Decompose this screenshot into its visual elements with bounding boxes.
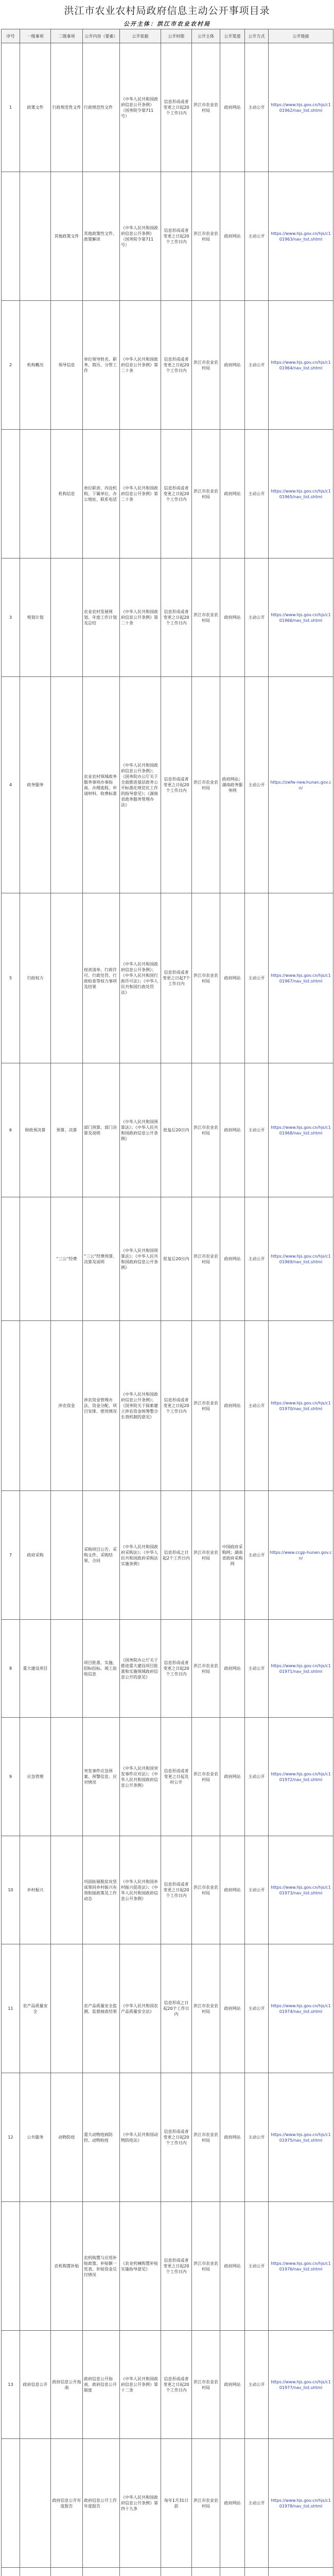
disclosure-link[interactable]: https://www.hjs.gov.cn/hjs/c101974/nav_list.shtml bbox=[271, 2003, 331, 2014]
cell-method: 主动公开 bbox=[245, 1836, 269, 1944]
cell-l1 bbox=[20, 172, 51, 301]
cell-l2 bbox=[51, 893, 83, 1063]
cell-link bbox=[269, 301, 333, 430]
cell-limit: 信息形成或者变更之日起20个工作日内 bbox=[161, 2202, 192, 2331]
header-limit: 公开时限 bbox=[161, 29, 192, 43]
cell-l1 bbox=[20, 1197, 51, 1321]
cell-l1: 财政预决算 bbox=[20, 1063, 51, 1197]
cell-l1: 政务服务 bbox=[20, 677, 51, 893]
cell-l1: 行政权力 bbox=[20, 893, 51, 1063]
table-row bbox=[2, 893, 333, 1063]
cell-channel: 政府网站 bbox=[220, 301, 245, 430]
cell-subject: 洪江市农业农村局 bbox=[192, 1718, 220, 1836]
cell-basis: 《中华人民共和国政府信息公开条例》；《中华人民共和国行政许可法》；《中华人民共和国行政处罚法》 bbox=[120, 893, 161, 1063]
table-row bbox=[2, 1491, 333, 1620]
cell-method: 主动公开 bbox=[245, 1197, 269, 1321]
header-content: 公开内容（要素） bbox=[83, 29, 120, 43]
table-body bbox=[2, 43, 333, 2576]
cell-channel: 政府网站 bbox=[220, 1063, 245, 1197]
cell-basis: 《中华人民共和国政府信息公开条例》第十二条 bbox=[120, 2331, 161, 2439]
cell-method: 主动公开 bbox=[245, 677, 269, 893]
cell-content: 其他政策性文件、政策解读 bbox=[83, 172, 120, 301]
cell-seq: 3 bbox=[2, 558, 20, 677]
cell-l2: 预算、决算 bbox=[51, 1063, 83, 1197]
cell-subject: 洪江市农业农村局 bbox=[192, 1321, 220, 1491]
cell-method: 主动公开 bbox=[245, 558, 269, 677]
cell-subject: 洪江市农业农村局 bbox=[192, 2331, 220, 2439]
table-row bbox=[2, 677, 333, 893]
cell-subject: 洪江市农业农村局 bbox=[192, 2439, 220, 2568]
cell-l1: 乡村振兴 bbox=[20, 1836, 51, 1944]
cell-content: 单位职责、内设机构、下属单位、办公地址、联系电话 bbox=[83, 430, 120, 558]
disclosure-table bbox=[1, 29, 333, 2576]
cell-seq: 12 bbox=[2, 2073, 20, 2202]
cell-basis: 《中华人民共和国乡村振兴促进法》；《中华人民共和国政府信息公开条例》 bbox=[120, 1836, 161, 1944]
cell-seq bbox=[2, 2568, 20, 2576]
cell-channel: 政府网站 bbox=[220, 1836, 245, 1944]
cell-subject: 洪江市农业农村局 bbox=[192, 1836, 220, 1944]
cell-channel: 政府网站 bbox=[220, 1197, 245, 1321]
cell-basis: 《中华人民共和国预算法》；《中华人民共和国政府信息公开条例》 bbox=[120, 1197, 161, 1321]
cell-l2 bbox=[51, 1944, 83, 2073]
cell-content: 重大动物疫病防控、动物检疫 bbox=[83, 2073, 120, 2202]
cell-link bbox=[269, 677, 333, 893]
cell-limit: 信息形成或者变更之日起20个工作日内 bbox=[161, 558, 192, 677]
cell-channel: 政府网站 bbox=[220, 430, 245, 558]
cell-seq bbox=[2, 430, 20, 558]
cell-content bbox=[83, 2568, 120, 2576]
cell-content: 农业农村发展规划、年度工作计划及总结 bbox=[83, 558, 120, 677]
cell-limit: 信息形成或者变更之日起20个工作日内 bbox=[161, 430, 192, 558]
cell-channel: 政府网站 bbox=[220, 2439, 245, 2568]
cell-method: 主动公开 bbox=[245, 43, 269, 172]
disclosure-link[interactable]: https://www.hjs.gov.cn/hjs/c101969/nav_list.shtml bbox=[271, 1253, 331, 1264]
cell-basis: 《中华人民共和国政府信息公开条例》第四十九条 bbox=[120, 2439, 161, 2568]
cell-l1: 政策文件 bbox=[20, 43, 51, 172]
cell-channel: 政府网站 bbox=[220, 1944, 245, 2073]
disclosure-link[interactable]: https://www.ccgp-hunan.gov.cn/ bbox=[270, 1550, 332, 1561]
cell-method: 主动公开 bbox=[245, 1321, 269, 1491]
header-level1: 一级事项 bbox=[20, 29, 51, 43]
cell-basis: 《中华人民共和国预算法》；《中华人民共和国政府信息公开条例》 bbox=[120, 1063, 161, 1197]
table-row bbox=[2, 1836, 333, 1944]
cell-content: 单位领导姓名、职务、简历、分管工作 bbox=[83, 301, 120, 430]
cell-method bbox=[245, 2568, 269, 2576]
cell-limit: 信息形成或者变更之日起及时公开 bbox=[161, 1718, 192, 1836]
cell-channel: 政府网站 bbox=[220, 2331, 245, 2439]
cell-seq: 10 bbox=[2, 1836, 20, 1944]
cell-seq bbox=[2, 2202, 20, 2331]
cell-seq: 2 bbox=[2, 301, 20, 430]
disclosure-link[interactable]: https://www.hjs.gov.cn/hjs/c101970/nav_list.shtml bbox=[271, 1400, 331, 1411]
cell-link bbox=[269, 1491, 333, 1620]
cell-link bbox=[269, 893, 333, 1063]
cell-method: 主动公开 bbox=[245, 2331, 269, 2439]
cell-limit: 信息形成或者变更之日起7个工作日内 bbox=[161, 893, 192, 1063]
cell-limit: 批复后20日内 bbox=[161, 1063, 192, 1197]
cell-method: 主动公开 bbox=[245, 301, 269, 430]
cell-content: 行政规范性文件 bbox=[83, 43, 120, 172]
cell-seq: 4 bbox=[2, 677, 20, 893]
cell-method: 主动公开 bbox=[245, 1620, 269, 1718]
cell-link bbox=[269, 430, 333, 558]
table-header-row bbox=[2, 29, 333, 43]
cell-channel: 政府网站 bbox=[220, 43, 245, 172]
cell-seq: 5 bbox=[2, 893, 20, 1063]
table-row bbox=[2, 2568, 333, 2576]
cell-subject: 洪江市农业农村局 bbox=[192, 1491, 220, 1620]
cell-limit: 信息形成之日起20个工作日内 bbox=[161, 1944, 192, 2073]
cell-method: 主动公开 bbox=[245, 1063, 269, 1197]
cell-subject: 洪江市农业农村局 bbox=[192, 2073, 220, 2202]
cell-limit: 信息形成或者变更之日起20个工作日内 bbox=[161, 43, 192, 172]
disclosure-link[interactable]: https://www.hjs.gov.cn/hjs/c101962/nav_list.shtml bbox=[271, 102, 331, 113]
cell-link bbox=[269, 2568, 333, 2576]
cell-channel bbox=[220, 2568, 245, 2576]
cell-basis: 《中华人民共和国政府信息公开条例》第二十条 bbox=[120, 430, 161, 558]
cell-content: 突发事件应急预案、预警信息、应对情况 bbox=[83, 1718, 120, 1836]
cell-l1 bbox=[20, 1321, 51, 1491]
header-level2: 二级事项 bbox=[51, 29, 83, 43]
cell-basis: 《农业机械购置补贴实施指导意见》 bbox=[120, 2202, 161, 2331]
cell-link bbox=[269, 2439, 333, 2568]
disclosure-link[interactable]: https://www.hjs.gov.cn/hjs/c101977/nav_list.shtml bbox=[271, 2379, 331, 2390]
disclosure-link[interactable]: https://www.hjs.gov.cn/hjs/c101971/nav_list.shtml bbox=[271, 1663, 331, 1674]
cell-basis: 《中华人民共和国政府信息公开条例》；《国务院办公厅关于全面推进基层政务公开标准化规范化工作的指导意见》；《湖南省政务服务管理办法》 bbox=[120, 677, 161, 893]
cell-channel: 政府网站 bbox=[220, 172, 245, 301]
cell-l1: 公共服务 bbox=[20, 2073, 51, 2202]
table-row bbox=[2, 1718, 333, 1836]
cell-limit: 信息形成之日起2个工作日内 bbox=[161, 1491, 192, 1620]
table-row bbox=[2, 2439, 333, 2568]
cell-seq: 7 bbox=[2, 1491, 20, 1620]
cell-l2 bbox=[51, 1491, 83, 1620]
table-row bbox=[2, 172, 333, 301]
cell-link bbox=[269, 1718, 333, 1836]
cell-l2: 涉农资金 bbox=[51, 1321, 83, 1491]
cell-l1 bbox=[20, 430, 51, 558]
disclosure-link[interactable]: https://www.hjs.gov.cn/hjs/c101972/nav_list.shtml bbox=[271, 1771, 331, 1782]
cell-basis: 《中华人民共和国政府采购法》；《中华人民共和国政府采购法实施条例》 bbox=[120, 1491, 161, 1620]
cell-content: 政府信息公开指南、政府信息公开制度 bbox=[83, 2331, 120, 2439]
header-channel: 公开渠道 bbox=[220, 29, 245, 43]
cell-subject: 洪江市农业农村局 bbox=[192, 893, 220, 1063]
cell-seq bbox=[2, 172, 20, 301]
cell-link bbox=[269, 2331, 333, 2439]
table-row bbox=[2, 2331, 333, 2439]
cell-subject: 洪江市农业农村局 bbox=[192, 1197, 220, 1321]
cell-method: 主动公开 bbox=[245, 2439, 269, 2568]
cell-subject: 洪江市农业农村局 bbox=[192, 172, 220, 301]
cell-link bbox=[269, 1197, 333, 1321]
cell-l1 bbox=[20, 2202, 51, 2331]
disclosure-link[interactable]: https://www.hjs.gov.cn/hjs/c101963/nav_list.shtml bbox=[271, 231, 331, 242]
cell-seq: 13 bbox=[2, 2331, 20, 2439]
header-basis: 公开依据 bbox=[120, 29, 161, 43]
cell-content: 巩固拓展脱贫攻坚成果同乡村振兴有效衔接政策及工作动态 bbox=[83, 1836, 120, 1944]
disclosure-link[interactable]: https://www.hjs.gov.cn/hjs/c101967/nav_list.shtml bbox=[271, 973, 331, 984]
cell-subject: 洪江市农业农村局 bbox=[192, 1063, 220, 1197]
cell-channel: 政府网站 bbox=[220, 1620, 245, 1718]
cell-seq: 1 bbox=[2, 43, 20, 172]
cell-basis: 《中华人民共和国政府信息公开条例》第二十条 bbox=[120, 558, 161, 677]
cell-seq: 8 bbox=[2, 1620, 20, 1718]
cell-link bbox=[269, 1620, 333, 1718]
cell-content: 项目批准、实施、招标投标、竣工验收信息 bbox=[83, 1620, 120, 1718]
cell-limit: 信息形成或者变更之日起20个工作日内 bbox=[161, 2073, 192, 2202]
cell-basis: 《中华人民共和国政府信息公开条例》（国务院令第711号） bbox=[120, 43, 161, 172]
cell-link bbox=[269, 172, 333, 301]
table-row bbox=[2, 1620, 333, 1718]
header-method: 公开方式 bbox=[245, 29, 269, 43]
cell-channel: 政府网站；湖南政务服务网 bbox=[220, 677, 245, 893]
cell-l2: 政府信息公开年度报告 bbox=[51, 2439, 83, 2568]
cell-link bbox=[269, 2202, 333, 2331]
cell-seq: 11 bbox=[2, 1944, 20, 2073]
cell-seq bbox=[2, 1321, 20, 1491]
cell-l1 bbox=[20, 2439, 51, 2568]
cell-limit: 信息形成或者变更之日起20个工作日内 bbox=[161, 172, 192, 301]
document-subtitle: 公开主体：洪江市农业农村局 bbox=[124, 21, 210, 27]
cell-subject: 洪江市农业农村局 bbox=[192, 43, 220, 172]
cell-link bbox=[269, 558, 333, 677]
cell-channel: 政府网站 bbox=[220, 893, 245, 1063]
disclosure-link[interactable]: https://www.hjs.gov.cn/hjs/c101975/nav_list.shtml bbox=[271, 2132, 331, 2143]
cell-seq: 6 bbox=[2, 1063, 20, 1197]
table-row bbox=[2, 1197, 333, 1321]
cell-content: 涉农资金管理办法、资金分配、项目安排、使用情况 bbox=[83, 1321, 120, 1491]
cell-method: 主动公开 bbox=[245, 1718, 269, 1836]
cell-l1: 农产品质量安全 bbox=[20, 1944, 51, 2073]
cell-link bbox=[269, 1321, 333, 1491]
cell-content: 农机购置与应用补贴政策、补贴额一览表、补贴资金兑付情况 bbox=[83, 2202, 120, 2331]
cell-l2: 农机购置补贴 bbox=[51, 2202, 83, 2331]
header-subject: 公开主体 bbox=[192, 29, 220, 43]
cell-l2: 行政规范性文件 bbox=[51, 43, 83, 172]
table-row bbox=[2, 1063, 333, 1197]
cell-limit: 信息形成或者变更之日起20个工作日内 bbox=[161, 677, 192, 893]
cell-content: “三公”经费预算、决算及说明 bbox=[83, 1197, 120, 1321]
disclosure-link[interactable]: https://www.hjs.gov.cn/hjs/c101973/nav_list.shtml bbox=[271, 1885, 331, 1895]
disclosure-link[interactable]: https://www.hjs.gov.cn/hjs/c101976/nav_list.shtml bbox=[271, 2261, 331, 2272]
cell-l2 bbox=[51, 677, 83, 893]
cell-channel: 政府网站 bbox=[220, 1718, 245, 1836]
cell-l1: 应急管理 bbox=[20, 1718, 51, 1836]
disclosure-link[interactable]: https://www.hjs.gov.cn/hjs/c101978/nav_list.shtml bbox=[271, 2498, 331, 2509]
header-seq: 序号 bbox=[2, 29, 20, 43]
cell-method: 主动公开 bbox=[245, 172, 269, 301]
disclosure-link[interactable]: https://www.hjs.gov.cn/hjs/c101968/nav_list.shtml bbox=[271, 1125, 331, 1136]
cell-l2 bbox=[51, 2568, 83, 2576]
cell-limit: 每年1月31日前 bbox=[161, 2439, 192, 2568]
cell-subject: 洪江市农业农村局 bbox=[192, 1620, 220, 1718]
cell-content: 农产品质量安全监测、监督抽查结果 bbox=[83, 1944, 120, 2073]
cell-link bbox=[269, 1836, 333, 1944]
cell-l1: 机构概况 bbox=[20, 301, 51, 430]
cell-limit: 信息形成或者变更之日起20个工作日内 bbox=[161, 1620, 192, 1718]
cell-seq bbox=[2, 2439, 20, 2568]
cell-channel: 政府网站 bbox=[220, 2202, 245, 2331]
cell-channel: 政府网站 bbox=[220, 1321, 245, 1491]
cell-content: 政府信息公开工作年度报告 bbox=[83, 2439, 120, 2568]
cell-link bbox=[269, 1944, 333, 2073]
header-link: 公开链接 bbox=[269, 29, 333, 43]
cell-l2: 政府信息公开指南 bbox=[51, 2331, 83, 2439]
cell-basis: 《中华人民共和国突发事件应对法》；《中华人民共和国政府信息公开条例》 bbox=[120, 1718, 161, 1836]
cell-channel: 政府网站 bbox=[220, 558, 245, 677]
disclosure-link[interactable]: https://www.hjs.gov.cn/hjs/c101964/nav_list.shtml bbox=[271, 360, 331, 370]
cell-subject: 洪江市农业农村局 bbox=[192, 1944, 220, 2073]
disclosure-link[interactable]: https://zwfw-new.hunan.gov.cn/ bbox=[270, 779, 331, 790]
cell-basis: 《国务院办公厅关于推进重大建设项目批准和实施领域政府信息公开的意见》 bbox=[120, 1620, 161, 1718]
cell-limit: 信息形成或者变更之日起20个工作日内 bbox=[161, 2331, 192, 2439]
cell-l2: 机构信息 bbox=[51, 430, 83, 558]
cell-limit: 批复后20日内 bbox=[161, 1197, 192, 1321]
cell-l1: 规划计划 bbox=[20, 558, 51, 677]
cell-l1: 政府采购 bbox=[20, 1491, 51, 1620]
cell-limit: 信息形成或者变更之日起20个工作日内 bbox=[161, 1321, 192, 1491]
cell-subject: 洪江市农业农村局 bbox=[192, 677, 220, 893]
cell-subject: 洪江市农业农村局 bbox=[192, 2202, 220, 2331]
document-page bbox=[1, 0, 333, 2576]
cell-l1: 政府信息公开 bbox=[20, 2331, 51, 2439]
cell-limit bbox=[161, 2568, 192, 2576]
cell-basis bbox=[120, 2568, 161, 2576]
cell-method: 主动公开 bbox=[245, 2202, 269, 2331]
table-row bbox=[2, 1944, 333, 2073]
cell-limit: 信息形成或者变更之日起20个工作日内 bbox=[161, 301, 192, 430]
cell-subject: 洪江市农业农村局 bbox=[192, 430, 220, 558]
cell-l2 bbox=[51, 1718, 83, 1836]
table-row bbox=[2, 2202, 333, 2331]
cell-method: 主动公开 bbox=[245, 430, 269, 558]
table-row bbox=[2, 558, 333, 677]
cell-l2 bbox=[51, 1620, 83, 1718]
cell-seq bbox=[2, 1197, 20, 1321]
cell-l2: 其他政策文件 bbox=[51, 172, 83, 301]
document-title: 洪江市农业农村局政府信息主动公开事项目录 bbox=[64, 5, 270, 16]
cell-subject bbox=[192, 2568, 220, 2576]
cell-link bbox=[269, 2073, 333, 2202]
cell-subject: 洪江市农业农村局 bbox=[192, 301, 220, 430]
cell-channel: 政府网站 bbox=[220, 2073, 245, 2202]
cell-limit: 信息形成或者变更之日起20个工作日内 bbox=[161, 1836, 192, 1944]
cell-basis: 《中华人民共和国农产品质量安全法》 bbox=[120, 1944, 161, 2073]
disclosure-link[interactable]: https://www.hjs.gov.cn/hjs/c101966/nav_list.shtml bbox=[271, 612, 331, 623]
cell-seq: 9 bbox=[2, 1718, 20, 1836]
cell-method: 主动公开 bbox=[245, 893, 269, 1063]
cell-content: 采购项目公告、采购文件、采购结果、合同 bbox=[83, 1491, 120, 1620]
cell-basis: 《中华人民共和国政府信息公开条例》第二十条 bbox=[120, 301, 161, 430]
cell-subject: 洪江市农业农村局 bbox=[192, 558, 220, 677]
cell-l2: 动物防疫 bbox=[51, 2073, 83, 2202]
disclosure-link[interactable]: https://www.hjs.gov.cn/hjs/c101965/nav_list.shtml bbox=[271, 488, 331, 499]
table-row bbox=[2, 1321, 333, 1491]
table-row bbox=[2, 43, 333, 172]
cell-l2: “三公”经费 bbox=[51, 1197, 83, 1321]
cell-l1 bbox=[20, 2568, 51, 2576]
cell-link bbox=[269, 1063, 333, 1197]
table-row bbox=[2, 2073, 333, 2202]
cell-content: 农业农村领域政务服务事项办事指南、办理流程、申请材料、收费标准 bbox=[83, 677, 120, 893]
cell-method: 主动公开 bbox=[245, 2073, 269, 2202]
cell-l1: 重大建设项目 bbox=[20, 1620, 51, 1718]
cell-l2: 领导信息 bbox=[51, 301, 83, 430]
cell-basis: 《中华人民共和国政府信息公开条例》（国务院令第711号） bbox=[120, 172, 161, 301]
cell-l2 bbox=[51, 558, 83, 677]
cell-content: 权责清单、行政许可、行政处罚、行政检查等权力事项及结果 bbox=[83, 893, 120, 1063]
cell-method: 主动公开 bbox=[245, 1944, 269, 2073]
cell-content: 部门预算、部门决算及说明 bbox=[83, 1063, 120, 1197]
cell-basis: 《中华人民共和国政府信息公开条例》；《国务院关于探索建立涉农资金统筹整合长效机制的意见》 bbox=[120, 1321, 161, 1491]
cell-basis: 《中华人民共和国动物防疫法》 bbox=[120, 2073, 161, 2202]
cell-method: 主动公开 bbox=[245, 1491, 269, 1620]
table-row bbox=[2, 430, 333, 558]
cell-link bbox=[269, 43, 333, 172]
cell-l2 bbox=[51, 1836, 83, 1944]
cell-channel: 中国政府采购网；湖南省政府采购网 bbox=[220, 1491, 245, 1620]
table-row bbox=[2, 301, 333, 430]
